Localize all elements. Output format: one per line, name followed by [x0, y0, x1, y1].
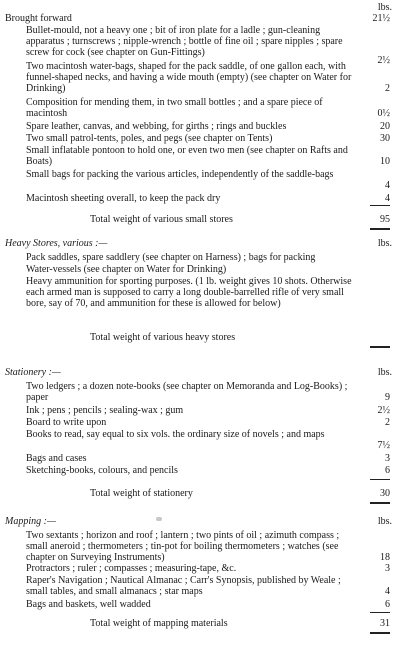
total-text: Total weight of stationery [90, 488, 193, 499]
sum-rule [370, 479, 390, 480]
list-item [0, 429, 400, 453]
item-value: 2½ [377, 405, 390, 416]
item-text: Brought forward [5, 13, 72, 24]
item-text: Pack saddles, spare saddlery (see chapter on Harness) ; bags for packing [26, 252, 316, 263]
unit-header: lbs. [377, 516, 392, 527]
item-text: Composition for mending them, in two small bottles ; and a spare piece of macintosh [26, 97, 323, 119]
item-text: Bags and baskets, well wadded [26, 599, 151, 610]
unit-header: lbs. [377, 238, 392, 249]
item-text: Sketching-books, colours, and pencils [26, 465, 178, 476]
item-text: Bullet-mould, not a heavy one ; bit of iron plate for a ladle ; gun-cleaning apparatus ; turnscrews ; nipple-wrench ; bottle of fine oil ; spare nipples ; spare screw for cock (see chapter on Gun-Fittings) [26, 25, 343, 58]
item-text: Two small patrol-tents, poles, and pegs (see chapter on Tents) [26, 133, 273, 144]
item-value: 3 [385, 563, 390, 574]
item-text: Books to read, say equal to six vols. the ordinary size of novels ; and maps [26, 429, 325, 440]
item-value: 4 [385, 586, 390, 597]
item-value: 6 [385, 465, 390, 476]
total-value: 31 [380, 618, 390, 629]
total-rule [370, 502, 390, 504]
total-value: 95 [380, 214, 390, 225]
item-value: 6 [385, 599, 390, 610]
item-value: 2½ [377, 55, 390, 66]
list-item [0, 61, 400, 97]
section-heading: Stationery :— [5, 367, 61, 378]
item-text: Two sextants ; horizon and roof ; lantern ; two pints of oil ; azimuth compass ; small aneroid ; thermometers ; tin-pot for boiling thermometers ; watches (see chapter on Surveying Instruments) [26, 530, 340, 563]
total-rule [370, 228, 390, 230]
item-text: Protractors ; ruler ; compasses ; measuring-tape, &c. [26, 563, 237, 574]
item-value: 30 [380, 133, 390, 144]
list-item [0, 145, 400, 169]
sum-rule [370, 205, 390, 206]
item-text: Macintosh sheeting overall, to keep the pack dry [26, 193, 221, 204]
item-value: 9 [385, 392, 390, 403]
section-heading: Mapping :— [5, 516, 56, 527]
total-text: Total weight of various heavy stores [90, 332, 236, 343]
item-text: Two ledgers ; a dozen note-books (see chapter on Memoranda and Log-Books) ; paper [26, 381, 348, 403]
item-value: 0½ [377, 108, 390, 119]
item-text: Raper's Navigation ; Nautical Almanac ; Carr's Synopsis, published by Weale ; small tables, and small almanacs ; star maps [26, 575, 341, 597]
unit-header: lbs. [377, 367, 392, 378]
item-value: 7½ [377, 440, 390, 451]
item-value: 3 [385, 453, 390, 464]
list-item [0, 97, 400, 121]
total-text: Total weight of mapping materials [90, 618, 228, 629]
item-value: 4 [385, 180, 390, 191]
total-value: 30 [380, 488, 390, 499]
list-item [0, 169, 400, 193]
item-text: Spare leather, canvas, and webbing, for girths ; rings and buckles [26, 121, 287, 132]
item-text: Small bags for packing the various articles, independently of the saddle-bags [26, 169, 334, 180]
item-value: 18 [380, 552, 390, 563]
section-heading: Heavy Stores, various :— [5, 238, 108, 249]
item-text: Water-vessels (see chapter on Water for Drinking) [26, 264, 227, 275]
item-text: Bags and cases [26, 453, 87, 464]
item-text: Ink ; pens ; pencils ; sealing-wax ; gum [26, 405, 184, 416]
scan-speck [156, 517, 162, 521]
item-value: 2 [385, 417, 390, 428]
unit-header: lbs. [377, 2, 392, 13]
item-text: Heavy ammunition for sporting purposes. (1 lb. weight gives 10 shots. Otherwise each armed man is supposed to carry a long double-barrelled rifle of very small bore, say of 70, and ammunition for these is allowed for below) [26, 276, 352, 309]
total-rule [370, 346, 390, 348]
item-value: 21½ [372, 13, 390, 24]
item-value: 20 [380, 121, 390, 132]
list-item [0, 276, 400, 320]
item-text: Two macintosh water-bags, shaped for the pack saddle, of one gallon each, with funnel-shaped necks, and having a wide mouth (empty) (see chapter on Water for Drinking) [26, 61, 352, 94]
item-value: 4 [385, 193, 390, 204]
total-text: Total weight of various small stores [90, 214, 233, 225]
list-item [0, 381, 400, 405]
item-value: 2 [385, 83, 390, 94]
total-rule [370, 632, 390, 634]
list-item [0, 530, 400, 566]
item-text: Small inflatable pontoon to hold one, or even two men (see chapter on Rafts and Boats) [26, 145, 348, 167]
item-value: 10 [380, 156, 390, 167]
list-item [0, 575, 400, 599]
item-text: Board to write upon [26, 417, 107, 428]
sum-rule [370, 612, 390, 613]
